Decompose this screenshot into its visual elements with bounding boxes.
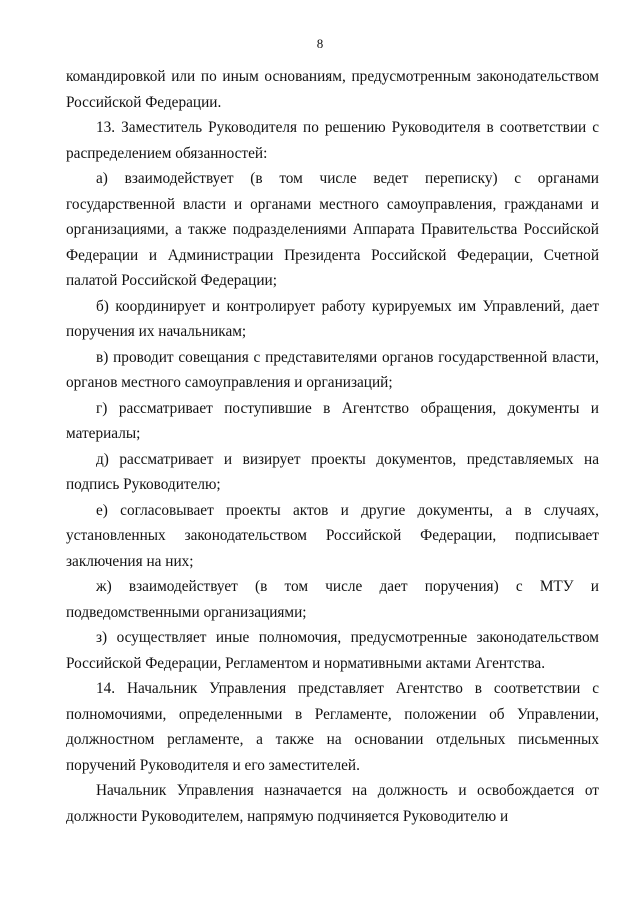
document-body [66,64,599,829]
paragraph-subitem-g: г) рассматривает поступившие в Агентство обращения, документы и материалы; [66,399,599,442]
paragraph-subitem-zh: ж) взаимодействует (в том числе дает поручения) с МТУ и подведомственными организациями; [66,578,599,621]
paragraph-item-14: 14. Начальник Управления представляет Агентство в соответствии с полномочиями, определенными в Регламенте, положении об Управлении, должностном регламенте, а также на основании отдельных письменных поручений Руководителя и его заместителей. [66,680,599,774]
paragraph-subitem-d: д) рассматривает и визирует проекты документов, представляемых на подпись Руководителю; [66,450,599,493]
paragraph-subitem-b: б) координирует и контролирует работу курируемых им Управлений, дает поручения их начальникам; [66,297,599,340]
paragraph-subitem-v: в) проводит совещания с представителями органов государственной власти, органов местного самоуправления и организаций; [66,348,599,391]
paragraph-appointment: Начальник Управления назначается на должность и освобождается от должности Руководителем, напрямую подчиняется Руководителю и [66,782,599,825]
paragraph-subitem-z: з) осуществляет иные полномочия, предусмотренные законодательством Российской Федерации, Регламентом и нормативными актами Агентства. [66,629,599,672]
paragraph-subitem-e: е) согласовывает проекты актов и другие документы, а в случаях, установленных законодательством Российской Федерации, подписывает заключения на них; [66,501,599,570]
page-number: 8 [316,36,324,51]
paragraph-subitem-a: а) взаимодействует (в том числе ведет переписку) с органами государственной власти и органами местного самоуправления, гражданами и организациями, а также подразделениями Аппарата Правительства Российской Федерации и Администрации Президента Российской Федерации, Счетной палатой Российской Федерации; [66,170,599,289]
paragraph-continuation: командировкой или по иным основаниям, предусмотренным законодательством Российской Федерации. [66,68,599,111]
paragraph-item-13: 13. Заместитель Руководителя по решению Руководителя в соответствии с распределением обязанностей: [66,119,599,162]
